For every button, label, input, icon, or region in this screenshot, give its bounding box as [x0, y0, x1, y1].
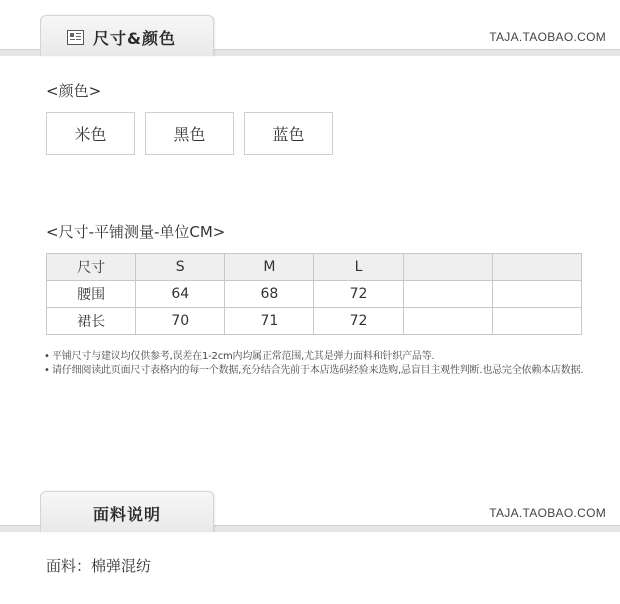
color-option-blue: 蓝色: [244, 112, 333, 155]
document-icon: [67, 30, 84, 45]
table-header-cell: 尺寸: [47, 254, 136, 281]
table-header-cell: [492, 254, 581, 281]
color-option-black: 黑色: [145, 112, 234, 155]
size-table-label: <尺寸-平铺测量-单位CM>: [46, 223, 226, 241]
table-cell: [403, 308, 492, 335]
table-cell: 裙长: [47, 308, 136, 335]
size-notes: [44, 350, 594, 378]
site-url[interactable]: TAJA.TAOBAO.COM: [489, 30, 606, 44]
color-option-beige: 米色: [46, 112, 135, 155]
fabric-tab: [40, 491, 214, 532]
site-url[interactable]: TAJA.TAOBAO.COM: [489, 506, 606, 520]
table-header-cell: [403, 254, 492, 281]
table-cell: 71: [225, 308, 314, 335]
table-cell: [403, 281, 492, 308]
fabric-header: [0, 488, 620, 532]
table-cell: 68: [225, 281, 314, 308]
table-cell: 70: [136, 308, 225, 335]
table-cell: 腰围: [47, 281, 136, 308]
table-cell: 72: [314, 281, 403, 308]
fabric-description: 面料：棉弹混纺: [46, 557, 152, 575]
table-header-cell: M: [225, 254, 314, 281]
table-cell: [492, 281, 581, 308]
note-item: • 请仔细阅读此页面尺寸表格内的每一个数据,充分结合先前于本店选码经验来选购,忌盲目主观性判断.也忌完全依赖本店数据.: [44, 364, 594, 378]
fabric-title: 面料说明: [93, 505, 162, 524]
size-color-tab: [40, 15, 214, 56]
table-header-cell: L: [314, 254, 403, 281]
table-header-cell: S: [136, 254, 225, 281]
color-label: <颜色>: [46, 82, 102, 100]
table-header-row: [47, 254, 582, 281]
table-row: [47, 308, 582, 335]
table-cell: 72: [314, 308, 403, 335]
size-table: [46, 253, 582, 335]
size-color-header: [0, 12, 620, 56]
table-cell: 64: [136, 281, 225, 308]
table-row: [47, 281, 582, 308]
table-cell: [492, 308, 581, 335]
note-item: • 平铺尺寸与建议均仅供参考,误差在1-2cm内均属正常范围,尤其是弹力面料和针织产品等.: [44, 350, 594, 364]
size-color-title: 尺寸&颜色: [93, 29, 176, 48]
